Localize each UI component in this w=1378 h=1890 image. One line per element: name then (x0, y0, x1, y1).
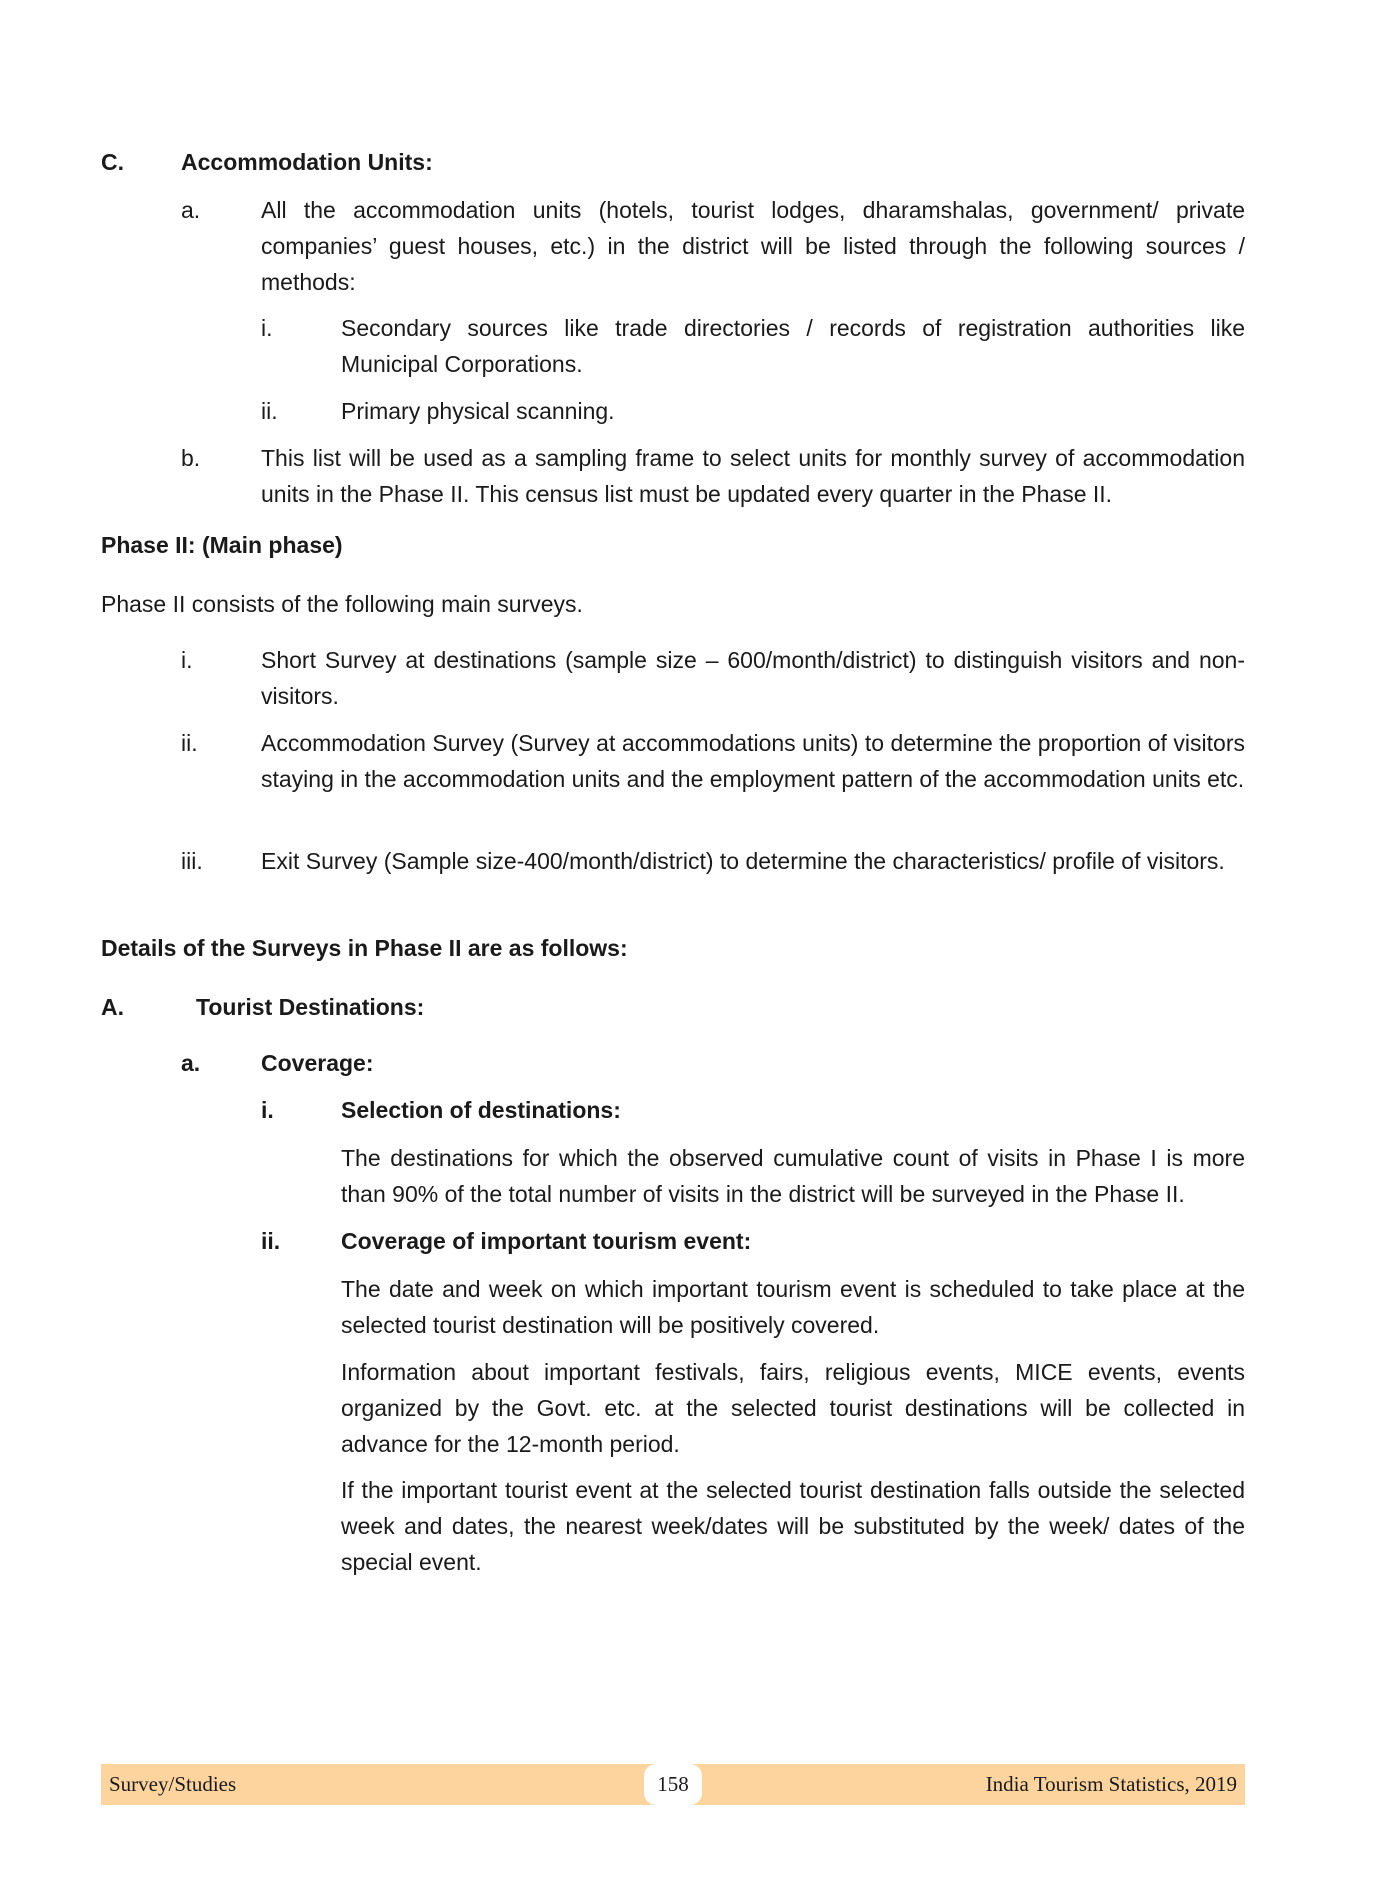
phase2-item-text: Accommodation Survey (Survey at accommodations units) to determine the proportion of visitors staying in the accommodation units and the employment pattern of the accommodation units etc. (261, 730, 1245, 792)
event-coverage-paragraph-3: If the important tourist event at the selected tourist destination falls outside the selected week and dates, the nearest week/dates will be substituted by the week/ dates of the special event. (341, 1477, 1245, 1575)
section-c-b-label: b. (181, 445, 201, 471)
section-c-a-label: a. (181, 197, 201, 223)
event-coverage-label: ii. (261, 1228, 281, 1254)
selection-title: Selection of destinations: (341, 1097, 621, 1123)
section-c-a-text: All the accommodation units (hotels, tourist lodges, dharamshalas, government/ private companies’ guest houses, etc.) in the district will be listed through the following sources / methods: (261, 197, 1245, 295)
phase2-item-label: i. (181, 647, 193, 673)
phase2-item-text: Short Survey at destinations (sample size – 600/month/district) to distinguish visitors and non-visitors. (261, 647, 1245, 709)
event-coverage-paragraph-2: Information about important festivals, fairs, religious events, MICE events, events organized by the Govt. etc. at the selected tourist destinations will be collected in advance for the 12-month period. (341, 1359, 1245, 1457)
coverage-label: a. (181, 1050, 201, 1076)
selection-text: The destinations for which the observed cumulative count of visits in Phase I is more than 90% of the total number of visits in the district will be surveyed in the Phase II. (341, 1145, 1245, 1207)
footer-section-name: Survey/Studies (109, 1772, 237, 1796)
section-a-title: Tourist Destinations: (196, 994, 425, 1020)
section-c-a-ii-text: Primary physical scanning. (341, 398, 615, 424)
footer-publication-title: India Tourism Statistics, 2019 (985, 1772, 1237, 1796)
phase2-heading: Phase II: (Main phase) (101, 532, 343, 558)
section-c-a-i-label: i. (261, 315, 273, 341)
details-heading: Details of the Surveys in Phase II are as follows: (101, 935, 628, 961)
footer-bar (101, 1764, 1245, 1805)
event-coverage-paragraph-1: The date and week on which important tourism event is scheduled to take place at the selected tourist destination will be positively covered. (341, 1276, 1245, 1338)
section-c-label: C. (101, 149, 124, 175)
section-c-a-i-text: Secondary sources like trade directories / records of registration authorities like Municipal Corporations. (341, 315, 1245, 377)
page-number: 158 (644, 1764, 702, 1805)
selection-label: i. (261, 1097, 274, 1123)
phase2-item-text: Exit Survey (Sample size-400/month/district) to determine the characteristics/ profile of visitors. (261, 848, 1225, 874)
phase2-item-label: ii. (181, 730, 198, 756)
section-a-label: A. (101, 994, 124, 1020)
event-coverage-title: Coverage of important tourism event: (341, 1228, 752, 1254)
phase2-item-label: iii. (181, 848, 203, 874)
section-c-a-ii-label: ii. (261, 398, 278, 424)
phase2-intro: Phase II consists of the following main surveys. (101, 591, 583, 617)
section-c-title: Accommodation Units: (181, 149, 433, 175)
section-c-b-text: This list will be used as a sampling frame to select units for monthly survey of accommodation units in the Phase II. This census list must be updated every quarter in the Phase II. (261, 445, 1245, 507)
coverage-title: Coverage: (261, 1050, 374, 1076)
